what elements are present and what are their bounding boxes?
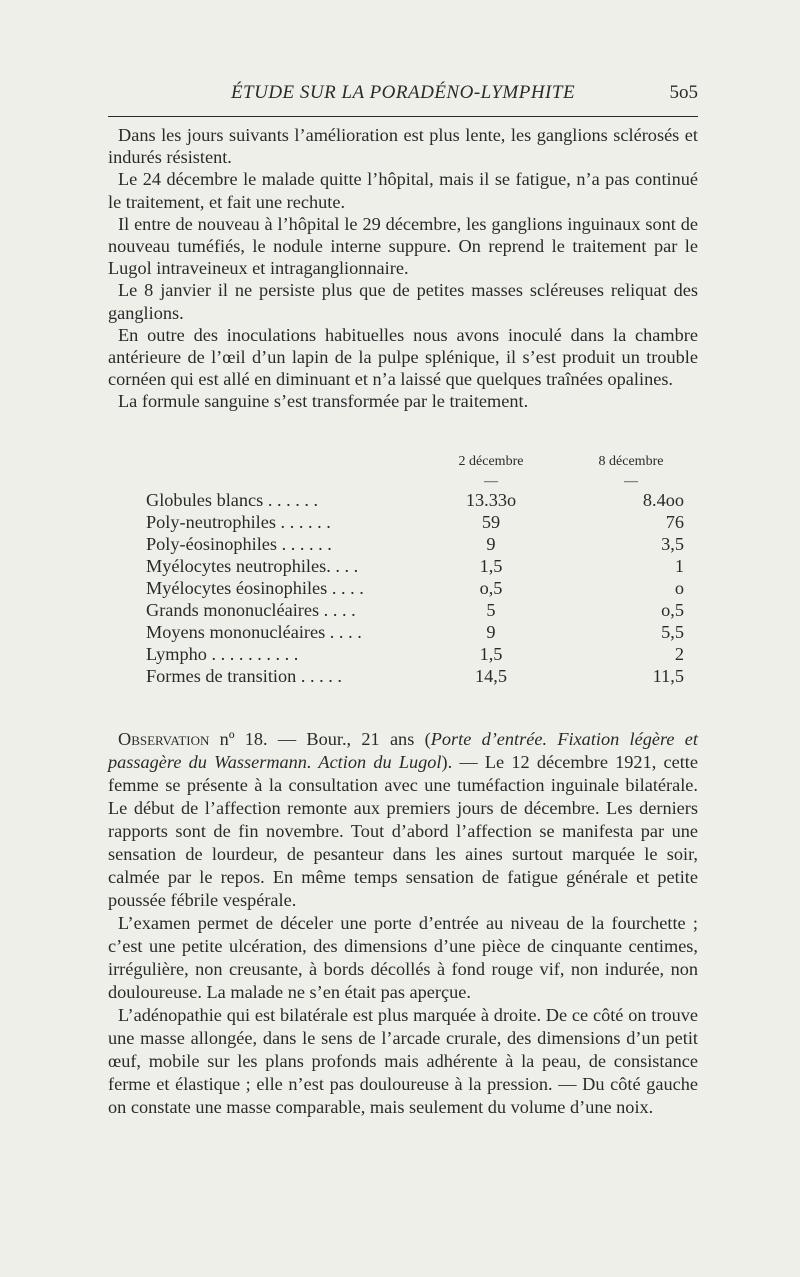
value-8-decembre: 2 <box>674 644 684 664</box>
paragraph: La formule sanguine s’est transformée par le traitement. <box>118 391 529 412</box>
row-label: Lympho . . . . . . . . . . <box>146 644 299 664</box>
observation-18 <box>108 728 698 1119</box>
value-2-decembre: o,5 <box>479 578 503 598</box>
value-2-decembre: 9 <box>486 534 496 554</box>
value-8-decembre: 11,5 <box>652 666 684 686</box>
value-2-decembre: 1,5 <box>479 556 503 576</box>
table-row <box>146 534 686 556</box>
case-continuation <box>108 124 698 413</box>
value-8-decembre: 5,5 <box>661 622 684 642</box>
row-label: Moyens mononucléaires . . . . <box>146 622 362 642</box>
row-label: Poly-éosinophiles . . . . . . <box>146 534 332 554</box>
observation-intro-text: — Bour., 21 ans ( <box>267 729 431 749</box>
paragraph: Le 8 janvier il ne persiste plus que de petites masses scléreuses reliquat des ganglions. <box>108 280 698 323</box>
table-row <box>146 622 686 644</box>
paragraph: Dans les jours suivants l’amélioration est plus lente, les ganglions sclérosés et indurés résistent. <box>108 125 698 168</box>
row-label: Myélocytes éosinophiles . . . . <box>146 578 364 598</box>
value-2-decembre: 14,5 <box>475 666 507 686</box>
table-row <box>146 490 686 512</box>
table-row <box>146 578 686 600</box>
page-number: 5o5 <box>669 82 698 103</box>
observation-subtitle: Porte d’entrée. Fixation légère et passagère du Wassermann. Action du Lugol <box>108 729 698 772</box>
paragraph: En outre des inoculations habituelles nous avons inoculé dans la chambre antérieure de l’œil d’un lapin de la pulpe splénique, il s’est produit un trouble cornéen qui est allé en diminuant et n’a laissé que quelques traînées opalines. <box>108 324 698 390</box>
value-2-decembre: 5 <box>486 600 496 620</box>
table-row <box>146 666 686 688</box>
value-2-decembre: 9 <box>486 622 496 642</box>
value-2-decembre: 13.33o <box>465 490 517 510</box>
running-title: ÉTUDE SUR LA PORADÉNO-LYMPHITE <box>230 82 576 103</box>
value-2-decembre: 1,5 <box>479 644 503 664</box>
value-8-decembre: 3,5 <box>661 534 684 554</box>
value-8-decembre: 8.4oo <box>642 490 684 510</box>
value-8-decembre: o <box>674 578 684 598</box>
column-dash: — <box>624 474 638 489</box>
value-8-decembre: 1 <box>674 556 684 576</box>
observation-heading: Observation <box>118 729 210 749</box>
value-8-decembre: o,5 <box>661 600 684 620</box>
row-label: Globules blancs . . . . . . <box>146 490 319 510</box>
paragraph: L’examen permet de déceler une porte d’entrée au niveau de la fourchette ; c’est une petite ulcération, des dimensions d’une pièce de cinquante centimes, irrégulière, non creusante, à bords décollés à fond rouge vif, non indurée, non douloureuse. La malade ne s’en était pas aperçue. <box>108 913 698 1002</box>
observation-number: nº 18. <box>219 729 268 749</box>
table-row <box>146 556 686 578</box>
header-rule <box>108 116 698 117</box>
row-label: Grands mononucléaires . . . . <box>146 600 356 620</box>
table-row <box>146 512 686 534</box>
column-dash: — <box>484 474 498 489</box>
row-label: Poly-neutrophiles . . . . . . <box>146 512 331 532</box>
observation-intro-end: ). — Le 12 décembre 1921, cette femme se présente à la consultation avec une tuméfaction inguinale bilatérale. Le début de l’affection remonte aux premiers jours de décembre. Les derniers rapports sont de fin novembre. Tout d’abord l’affection se manifesta par une sensation de lourdeur, de pesanteur dans les aines surtout marquée le soir, calmée par le repos. En même temps sensation de fatigue générale et petite poussée fébrile vespérale. <box>108 752 698 910</box>
column-header-8-decembre: 8 décembre <box>598 454 664 469</box>
row-label: Formes de transition . . . . . <box>146 666 342 686</box>
column-header-2-decembre: 2 décembre <box>458 454 524 469</box>
observation-intro <box>108 728 698 912</box>
row-label: Myélocytes neutrophiles. . . . <box>146 556 359 576</box>
paragraph: Le 24 décembre le malade quitte l’hôpital, mais il se fatigue, n’a pas continué le traitement, et fait une rechute. <box>108 169 698 212</box>
value-2-decembre: 59 <box>481 512 501 532</box>
table-row <box>146 644 686 666</box>
paragraph: Il entre de nouveau à l’hôpital le 29 décembre, les ganglions inguinaux sont de nouveau tuméfiés, le nodule interne suppure. On reprend le traitement par le Lugol intraveineux et intraganglionnaire. <box>108 213 698 279</box>
table-row <box>146 600 686 622</box>
value-8-decembre: 76 <box>665 512 684 532</box>
paragraph: L’adénopathie qui est bilatérale est plus marquée à droite. De ce côté on trouve une masse allongée, dans le sens de l’arcade crurale, des dimensions d’un petit œuf, mobile sur les plans profonds mais adhérente à la peau, de consistance ferme et élastique ; elle n’est pas douloureuse à la pression. — Du côté gauche on constate une masse comparable, mais seulement du volume d’une noix. <box>108 1005 698 1117</box>
running-header <box>108 80 698 110</box>
